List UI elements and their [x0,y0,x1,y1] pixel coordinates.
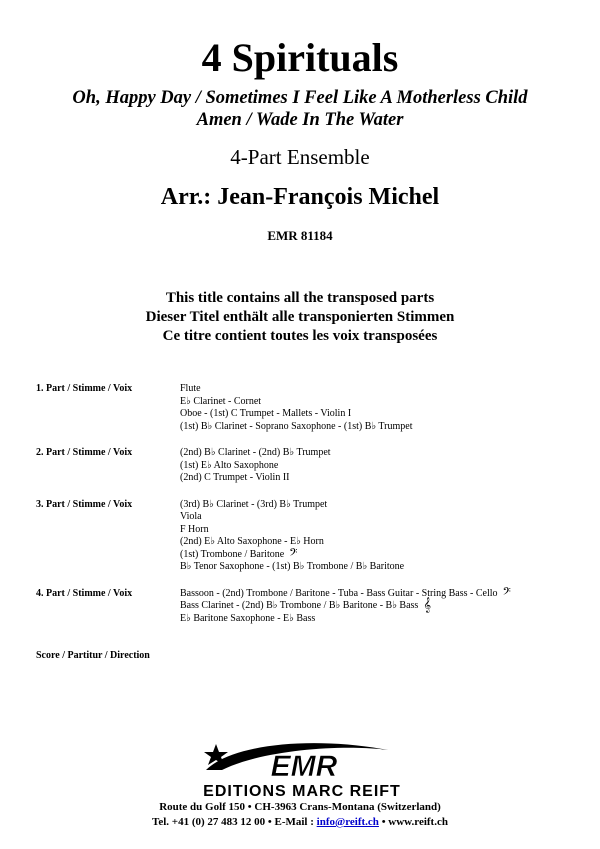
instrument-line: E♭ Clarinet - Cornet [180,395,262,407]
part-label: 1. Part / Stimme / Voix [36,383,133,394]
subtitle-line-1: Oh, Happy Day / Sometimes I Feel Like A Motherless Child [72,88,528,108]
bass-clef-icon: 𝄢 [289,546,298,562]
part-group-1 [36,383,576,433]
publisher-logo [192,736,412,800]
treble-clef-icon: 𝄞 [423,598,431,614]
logo-emr-text: EMR [270,750,338,783]
instrument-line: Oboe - (1st) C Trumpet - Mallets - Violin I [180,408,352,419]
instrument-line: (2nd) E♭ Alto Saxophone - E♭ Horn [180,536,324,547]
instrument-line [180,546,576,562]
contact-suffix: • www.reift.ch [378,816,448,828]
instrument-line: (1st) E♭ Alto Saxophone [180,459,279,471]
instrument-list [180,447,576,485]
instrument-line: (2nd) C Trumpet - Violin II [180,472,290,483]
notice-french: Ce titre contient toutes les voix transposées [162,328,438,344]
page-title: 4 Spirituals [201,35,399,80]
bass-clef-icon: 𝄢 [502,585,511,601]
publisher-address: Route du Golf 150 • CH-3963 Crans-Montana (Switzerland) [159,801,441,813]
arranger: Arr.: Jean-François Michel [160,184,440,210]
email-link[interactable]: info@reift.ch [316,816,379,828]
notice-german: Dieser Titel enthält alle transponierten Stimmen [145,309,455,325]
part-label: 4. Part / Stimme / Voix [36,587,133,599]
instrument-line [180,585,576,601]
instrument-line: Viola [180,511,202,522]
instrument-text: (1st) Trombone / Baritone [180,548,285,560]
part-label: 2. Part / Stimme / Voix [36,447,133,458]
instrument-line: B♭ Tenor Saxophone - (1st) B♭ Trombone / B♭ Baritone [180,561,405,572]
instrument-line: (2nd) B♭ Clarinet - (2nd) B♭ Trumpet [180,447,331,458]
instrument-text: Bass Clarinet - (2nd) B♭ Trombone / B♭ Baritone - B♭ Bass [180,600,419,611]
publisher-contact [0,815,600,829]
parts-list [36,383,576,639]
subtitle-line-2: Amen / Wade In The Water [196,110,404,130]
part-group-3 [36,499,576,574]
part-group-4 [36,585,576,626]
instrument-list [180,383,576,433]
instrument-line: F Horn [180,523,209,535]
score-label: Score / Partitur / Direction [36,650,150,661]
catalog-code: EMR 81184 [267,228,333,243]
part-label: 3. Part / Stimme / Voix [36,498,133,510]
instrument-line [180,600,576,613]
contact-prefix: Tel. +41 (0) 27 483 12 00 • E-Mail : [152,816,317,828]
instrument-text: Bassoon - (2nd) Trombone / Baritone - Tuba - Bass Guitar - String Bass - Cello [180,587,498,599]
instrument-list [180,499,576,574]
instrument-list [180,585,576,626]
instrument-line: (3rd) B♭ Clarinet - (3rd) B♭ Trumpet [180,498,328,510]
instrument-line: (1st) B♭ Clarinet - Soprano Saxophone - (1st) B♭ Trumpet [180,420,413,432]
instrument-line: E♭ Baritone Saxophone - E♭ Bass [180,612,316,624]
instrument-line: Flute [180,383,201,394]
ensemble-label: 4-Part Ensemble [230,145,370,169]
part-group-2 [36,447,576,485]
notice-english: This title contains all the transposed parts [165,290,435,306]
publisher-name: EDITIONS MARC REIFT [203,783,401,800]
